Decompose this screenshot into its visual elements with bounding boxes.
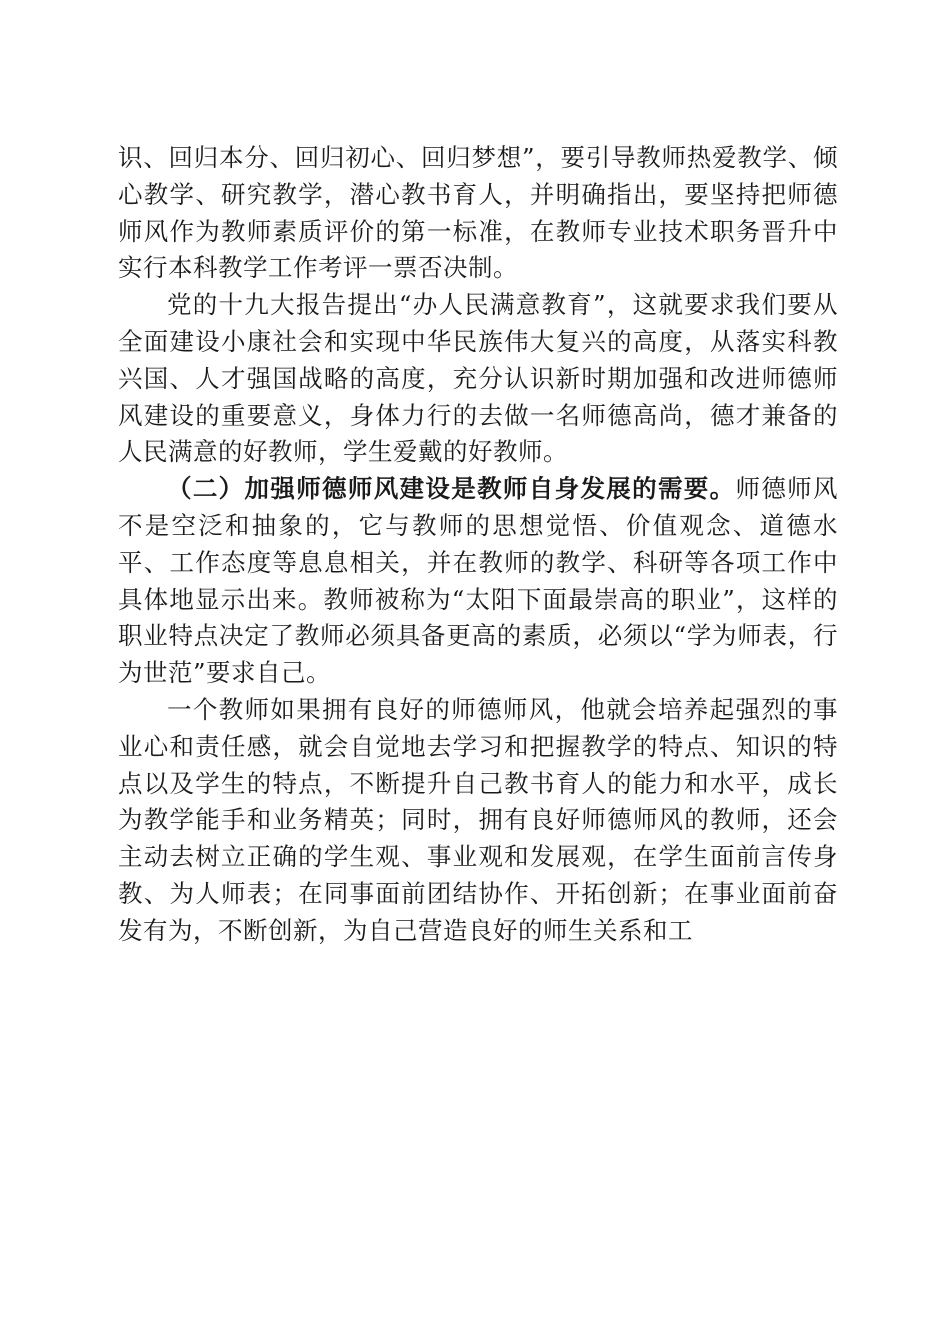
paragraph-4 (118, 692, 838, 950)
paragraph-3 (118, 471, 838, 692)
body-text (118, 140, 838, 950)
paragraph-1 (118, 140, 838, 287)
paragraph-4-text: 一个教师如果拥有良好的师德师风，他就会培养起强烈的事业心和责任感，就会自觉地去学习和把握教学的特点、知识的特点以及学生的特点，不断提升自己教书育人的能力和水平，成长为教学能手和业务精英；同时，拥有良好师德师风的教师，还会主动去树立正确的学生观、事业观和发展观，在学生面前言传身教、为人师表；在同事面前团结协作、开拓创新；在事业面前奋发有为，不断创新，为自己营造良好的师生关系和工 (118, 694, 838, 945)
paragraph-1-text: 识、回归本分、回归初心、回归梦想”，要引导教师热爱教学、倾心教学、研究教学，潜心教书育人，并明确指出，要坚持把师德师风作为教师素质评价的第一标准，在教师专业技术职务晋升中实行本科教学工作考评一票否决制。 (118, 143, 838, 283)
paragraph-2-text: 党的十九大报告提出“办人民满意教育”，这就要求我们要从全面建设小康社会和实现中华民族伟大复兴的高度，从落实科教兴国、人才强国战略的高度，充分认识新时期加强和改进师德师风建设的重要意义，身体力行的去做一名师德高尚，德才兼备的人民满意的好教师，学生爱戴的好教师。 (118, 290, 838, 467)
paragraph-2 (118, 287, 838, 471)
paragraph-3-text: 师德师风不是空泛和抽象的，它与教师的思想觉悟、价值观念、道德水平、工作态度等息息相关，并在教师的教学、科研等各项工作中具体地显示出来。教师被称为“太阳下面最崇高的职业”，这样的职业特点决定了教师必须具备更高的素质，必须以“学为师表，行为世范”要求自己。 (118, 474, 839, 688)
section-heading: （二）加强师德师风建设是教师自身发展的需要。 (167, 474, 736, 504)
